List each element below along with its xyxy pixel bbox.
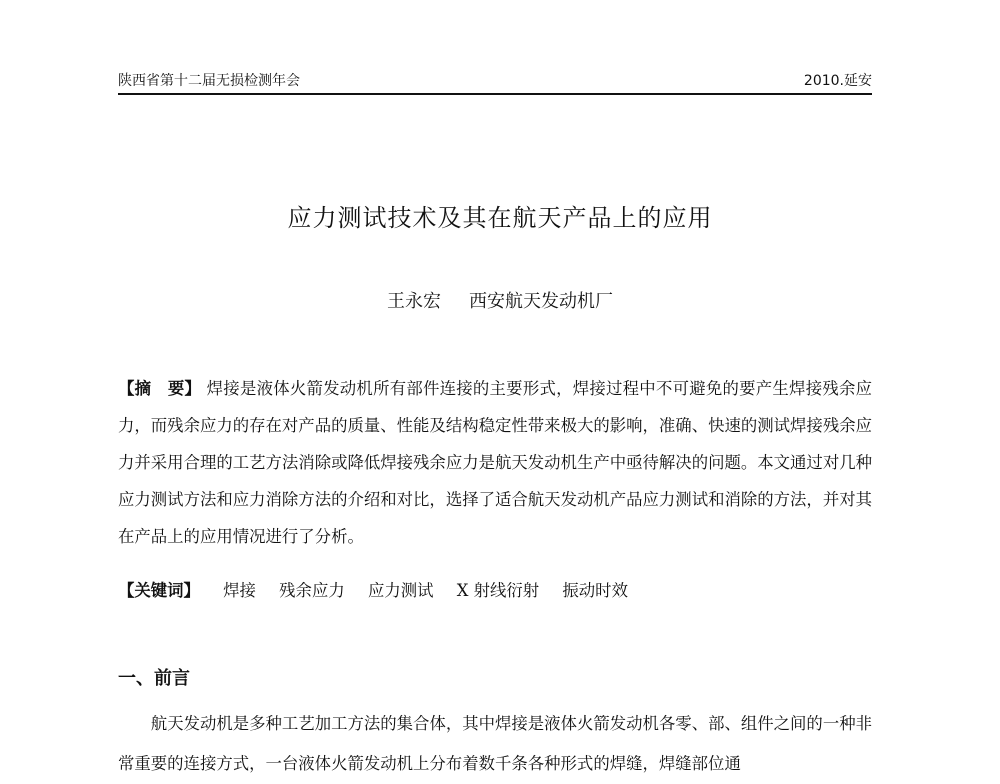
author-line <box>0 287 1000 313</box>
running-header <box>118 70 872 92</box>
abstract-text: 焊接是液体火箭发动机所有部件连接的主要形式，焊接过程中不可避免的要产生焊接残余应力，而残余应力的存在对产品的质量、性能及结构稳定性带来极大的影响，准确、快速的测试焊接残余应力并采用合理的工艺方法消除或降低焊接残余应力是航天发动机生产中亟待解决的问题。本文通过对几种应力测试方法和应力消除方法的介绍和对比，选择了适合航天发动机产品应力测试和消除的方法，并对其在产品上的应用情况进行了分析。 <box>118 379 873 546</box>
keyword: 应力测试 <box>367 581 434 600</box>
paper-title: 应力测试技术及其在航天产品上的应用 <box>287 204 713 232</box>
keyword: X 射线衍射 <box>456 581 540 600</box>
abstract-label: 【摘 要】 <box>118 379 202 398</box>
header-conference: 陕西省第十二届无损检测年会 <box>118 73 300 89</box>
body-paragraph: 航天发动机是多种工艺加工方法的集合体，其中焊接是液体火箭发动机各零、部、组件之间的一种非常重要的连接方式，一台液体火箭发动机上分布着数千条各种形式的焊缝，焊缝部位通 <box>118 714 872 773</box>
author-affiliation: 西安航天发动机厂 <box>469 291 613 312</box>
abstract <box>118 370 872 555</box>
keywords-label: 【关键词】 <box>118 581 200 600</box>
header-year-location: 2010.延安 <box>803 73 872 89</box>
header-rule <box>118 93 872 95</box>
author-name: 王永宏 <box>387 291 441 312</box>
keywords <box>118 578 872 604</box>
section-heading: 一、前言 <box>118 668 190 689</box>
keyword: 振动时效 <box>562 581 628 600</box>
keyword: 残余应力 <box>279 581 345 600</box>
keyword: 焊接 <box>223 581 256 600</box>
